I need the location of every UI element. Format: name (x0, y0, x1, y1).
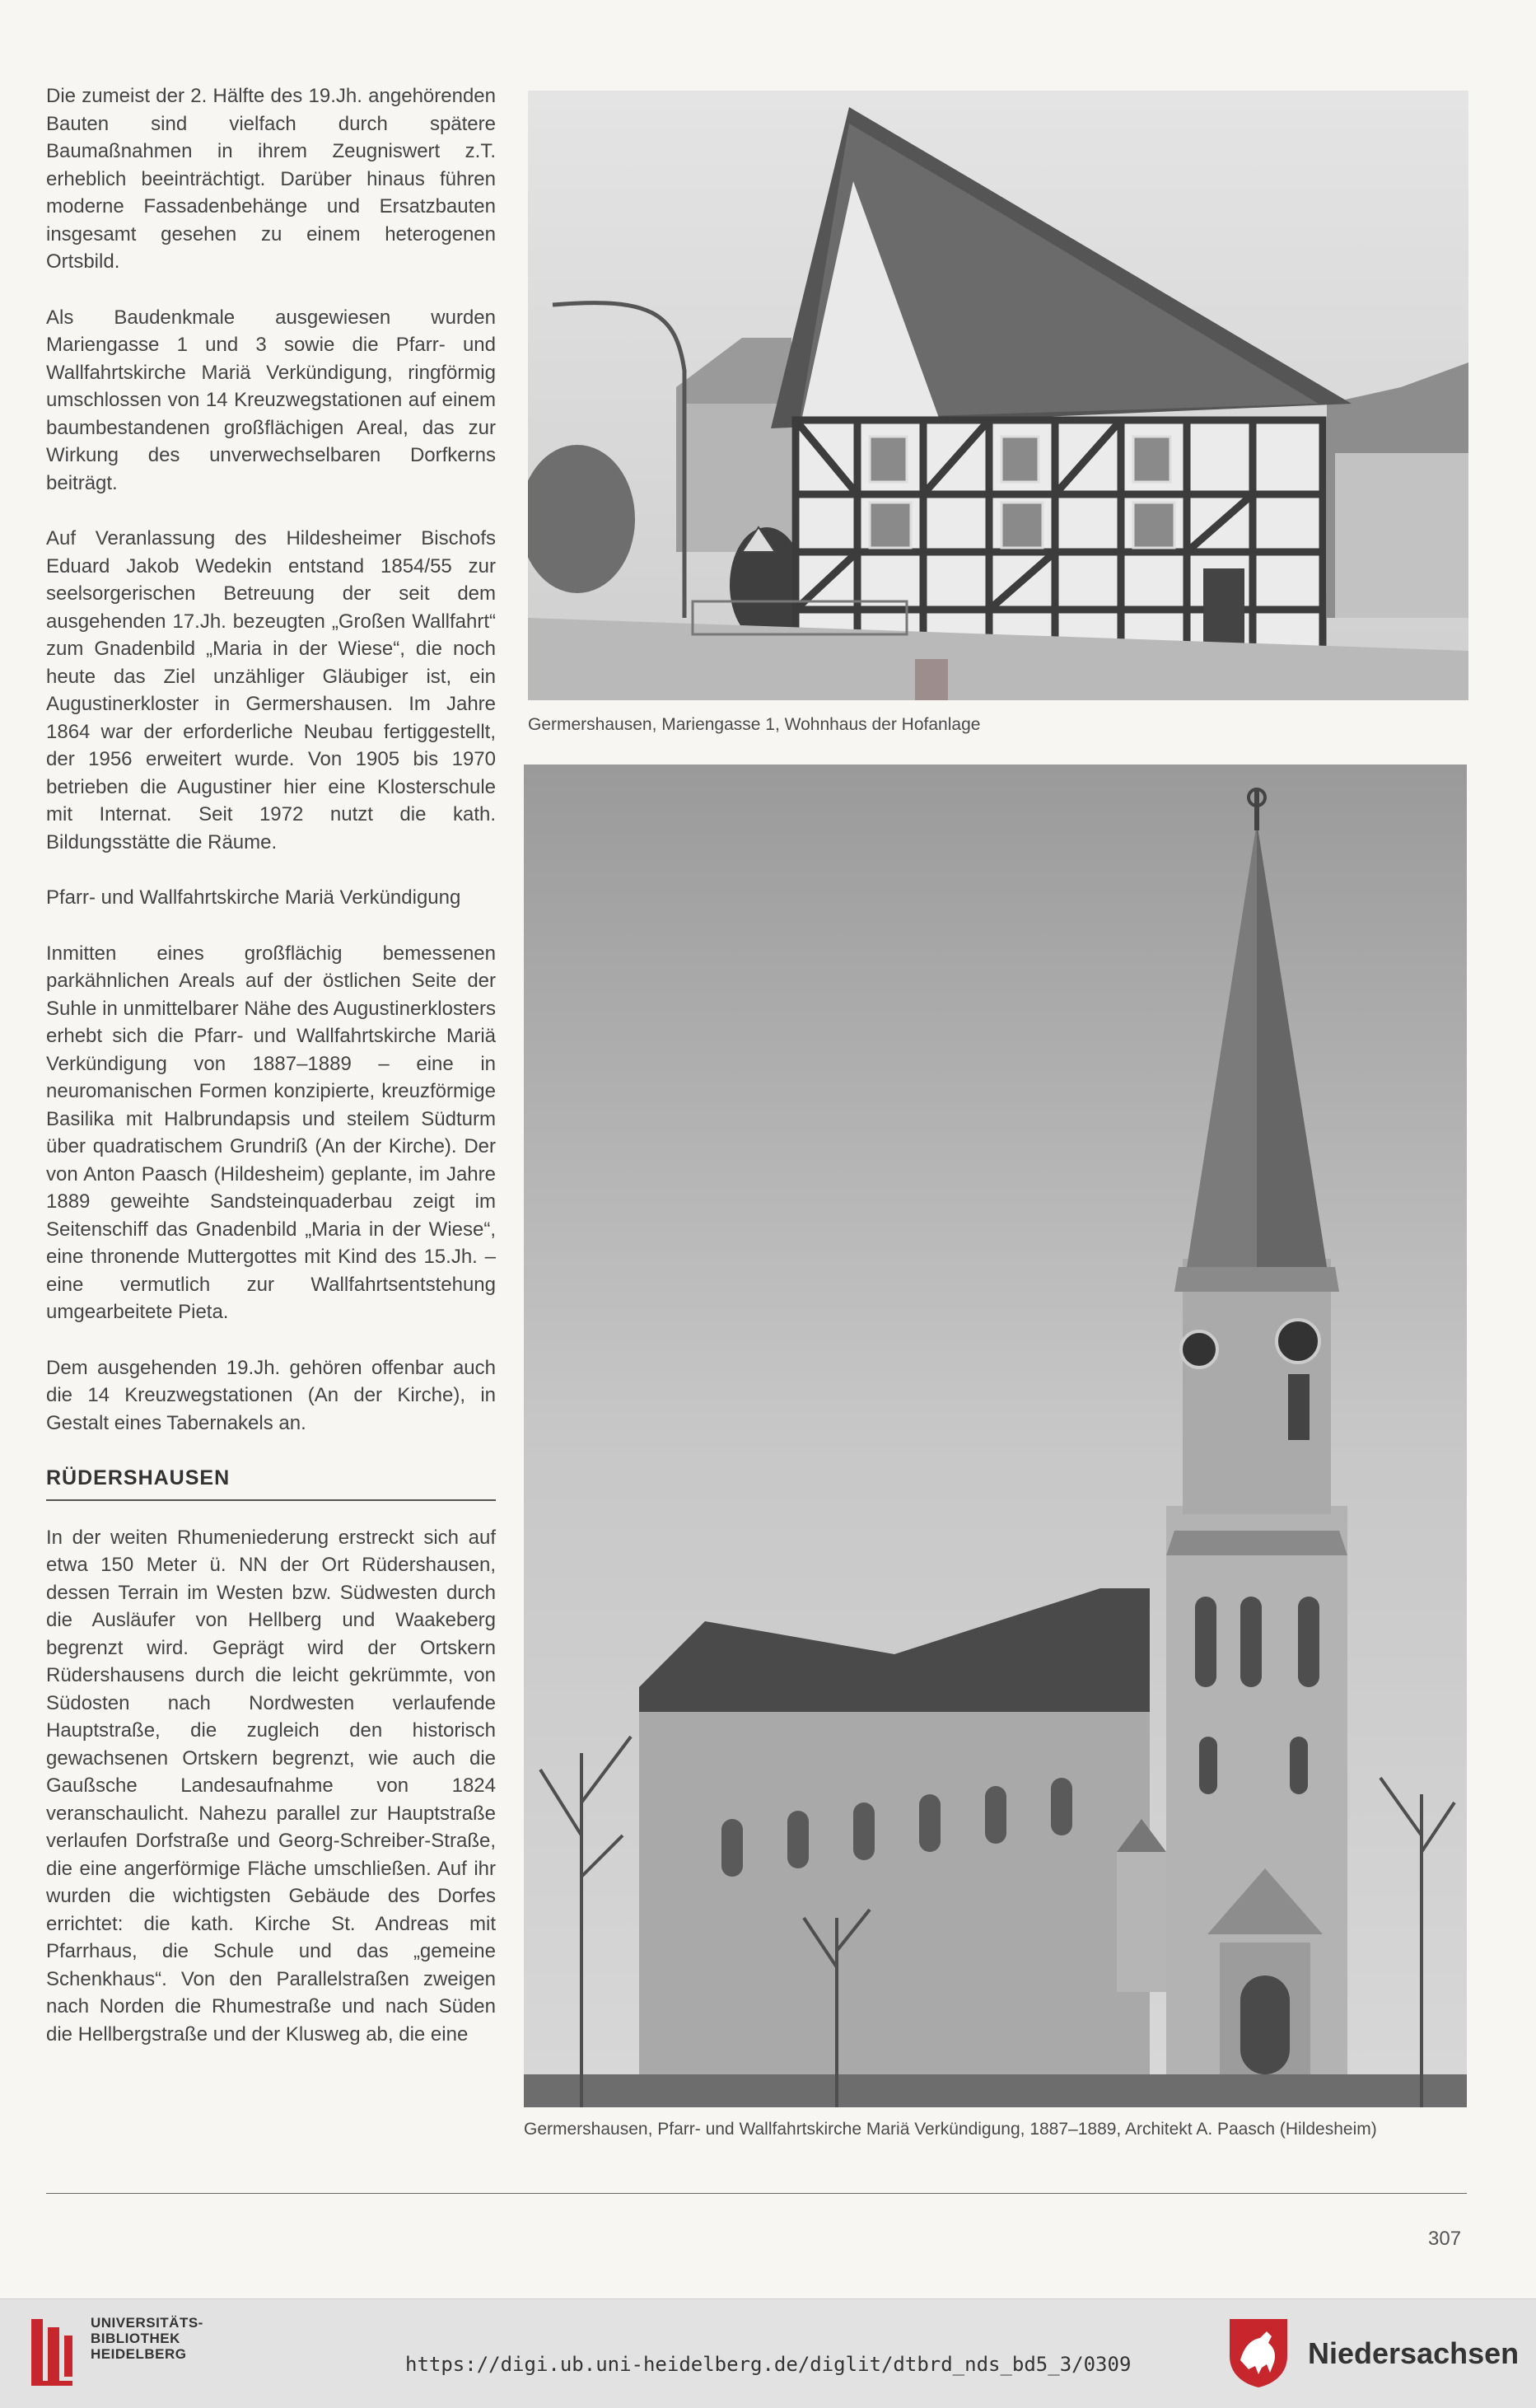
niedersachsen-coat-of-arms-icon (1226, 2315, 1291, 2389)
caption-house: Germershausen, Mariengasse 1, Wohnhaus der Hofanlage (528, 715, 981, 734)
library-name[interactable] (91, 2315, 203, 2362)
permalink-url[interactable]: https://digi.ub.uni-heidelberg.de/diglit/dtbrd_nds_bd5_3/0309 (405, 2353, 1132, 2376)
paragraph-ruedershausen: In der weiten Rhumeniederung erstreckt sich auf etwa 150 Meter ü. NN der Ort Rüdershausen, dessen Terrain im Westen bzw. Südwesten durch die Ausläufer von Hellberg und Waakeberg begrenzt wird. Geprägt wird der Ortskern Rüdershausens durch die leicht gekrümmte, von Südosten nach Nordwesten verlaufende Hauptstraße, die zugleich den historisch gewachsenen Ortskern begrenzt, wie auch die Gaußsche Landesaufnahme von 1824 veranschaulicht. Nahezu parallel zur Hauptstraße verlaufen Dorfstraße und Georg-Schreiber-Straße, die eine angerförmige Fläche umschließen. Auf ihr wurden die wichtigsten Gebäude des Dorfes errichtet: die kath. Kirche St. Andreas mit Pfarrhaus, die Schule und das „gemeine Schenkhaus“. Von den Parallelstraßen zweigen nach Norden die Rhumestraße und nach Süden die Hellbergstraße und der Klusweg ab, die eine (46, 1526, 496, 2046)
photo-church (524, 764, 1467, 2107)
paragraph-monastery: Auf Veranlassung des Hildesheimer Bischofs Eduard Jakob Wedekin entstand 1854/55 zur seelsorgerischen Betreuung der seit dem ausgehenden 17.Jh. bezeugten „Großen Wallfahrt“ zum Gnadenbild „Maria in der Wiese“, die noch heute das Ziel unzähliger Gläubiger ist, ein Augustinerkloster in Germershausen. Im Jahre 1864 war der erforderliche Neubau fertiggestellt, der 1956 erweitert wurde. Von 1905 bis 1970 betrieben die Augustiner hier eine Klosterschule mit Internat. Seit 1972 nutzt die kath. Bildungsstätte die Räume. (46, 527, 496, 853)
house-illustration (528, 91, 1468, 700)
subheading-church: Pfarr- und Wallfahrtskirche Mariä Verkündigung (46, 886, 461, 909)
page-number: 307 (1428, 2228, 1462, 2250)
paragraph-stations: Dem ausgehenden 19.Jh. gehören offenbar auch die 14 Kreuzwegstationen (An der Kirche), in Gestalt eines Tabernakels an. (46, 1356, 496, 1434)
library-line-2: BIBLIOTHEK (91, 2331, 180, 2346)
niedersachsen-label[interactable]: Niedersachsen (1308, 2336, 1520, 2370)
paragraph-monuments: Als Baudenkmale ausgewiesen wurden Mariengasse 1 und 3 sowie die Pfarr- und Wallfahrtskirche Mariä Verkündigung, ringförmig umschlossen von 14 Kreuzwegstationen auf einem baumbestandenen großflächigen Areal, das zur Wirkung des unverwechselbaren Dorfkerns beiträgt. (46, 306, 496, 494)
photo-half-timbered-house (528, 91, 1468, 700)
library-line-1: UNIVERSITÄTS- (91, 2315, 203, 2331)
section-heading-ruedershausen: RÜDERSHAUSEN (46, 1465, 496, 1501)
caption-church: Germershausen, Pfarr- und Wallfahrtskirche Mariä Verkündigung, 1887–1889, Architekt A. Paasch (Hildesheim) (524, 2120, 1377, 2139)
university-library-logo-icon (23, 2311, 81, 2393)
paragraph-intro: Die zumeist der 2. Hälfte des 19.Jh. angehörenden Bauten sind vielfach durch spätere Baumaßnahmen in ihrem Zeugniswert z.T. erheblich beeinträchtigt. Darüber hinaus führen moderne Fassadenbehänge und Ersatzbauten insgesamt gesehen zu einem heterogenen Ortsbild. (46, 85, 496, 273)
church-illustration (524, 764, 1467, 2107)
footer-rule (46, 2193, 1467, 2194)
paragraph-church: Inmitten eines großflächig bemessenen parkähnlichen Areals auf der östlichen Seite der Suhle in unmittelbarer Nähe des Augustinerklosters erhebt sich die Pfarr- und Wallfahrtskirche Mariä Verkündigung von 1887–1889 – eine in neuromanischen Formen konzipierte, kreuzförmige Basilika mit Halbrundapsis und steilem Südturm über quadratischem Grundriß (An der Kirche). Der von Anton Paasch (Hildesheim) geplante, im Jahre 1889 geweihte Sandsteinquaderbau zeigt im Seitenschiff das Gnadenbild „Maria in der Wiese“, eine thronende Muttergottes mit Kind des 15.Jh. – eine vermutlich zur Wallfahrtsentstehung umgearbeitete Pieta. (46, 942, 496, 1323)
library-line-3: HEIDELBERG (91, 2346, 187, 2362)
text-column (46, 82, 496, 2076)
